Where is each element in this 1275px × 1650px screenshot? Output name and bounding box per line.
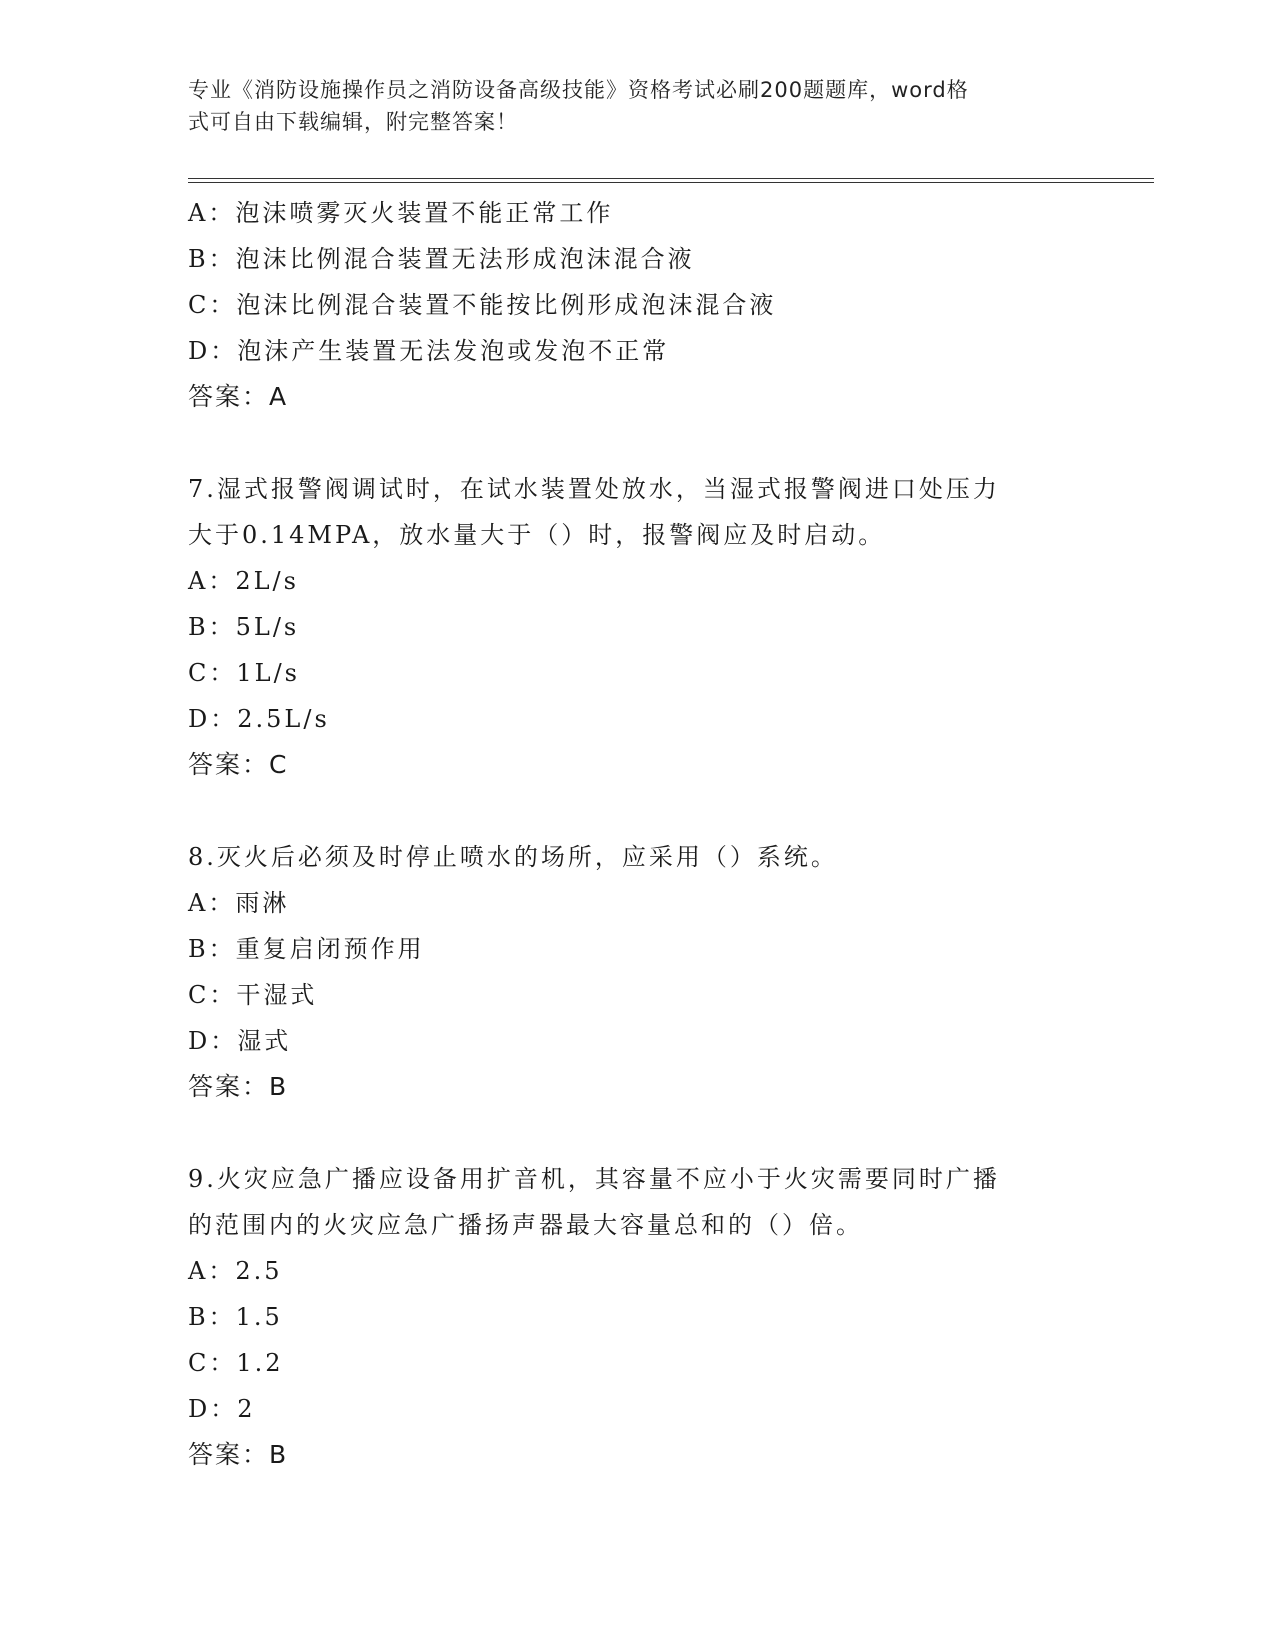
option-label: C： (188, 291, 237, 319)
option-d (188, 1386, 1088, 1432)
header-line-2: 式可自由下载编辑，附完整答案！ (188, 110, 518, 134)
option-a (188, 1248, 1088, 1294)
option-text: 5L/s (235, 613, 300, 641)
question-spacer (188, 1110, 1088, 1156)
question-7 (188, 466, 1088, 788)
option-label: A： (188, 199, 236, 227)
answer-line: 答案：A (188, 382, 289, 411)
answer-line: 答案：B (188, 1072, 289, 1101)
option-label: A： (188, 567, 236, 595)
option-b (188, 236, 1088, 282)
option-text: 湿式 (237, 1027, 292, 1055)
header-divider-top (188, 178, 1154, 179)
header-divider-bottom (188, 182, 1154, 183)
option-text: 1L/s (236, 659, 300, 687)
option-label: B： (188, 245, 236, 273)
option-c (188, 650, 1088, 696)
option-text: 2L/s (235, 567, 299, 595)
option-c (188, 1340, 1088, 1386)
option-text: 干湿式 (236, 981, 318, 1009)
question-spacer (188, 420, 1088, 466)
option-text: 2.5 (235, 1257, 283, 1285)
option-a (188, 880, 1088, 926)
option-label: C： (188, 659, 237, 687)
option-label: A： (188, 889, 236, 917)
header-line-1: 专业《消防设施操作员之消防设备高级技能》资格考试必刷200题题库，word格 (188, 78, 969, 102)
question-list (188, 190, 1088, 1478)
option-text: 泡沫喷雾灭火装置不能正常工作 (235, 199, 614, 227)
option-b (188, 926, 1088, 972)
option-text: 1.2 (236, 1349, 284, 1377)
question-6-continued (188, 190, 1088, 420)
option-text: 泡沫比例混合装置无法形成泡沫混合液 (235, 245, 695, 273)
question-stem-line-1: 8.灭火后必须及时停止喷水的场所，应采用（）系统。 (188, 843, 838, 871)
question-stem-line-2: 的范围内的火灾应急广播扬声器最大容量总和的（）倍。 (188, 1211, 863, 1239)
option-b (188, 604, 1088, 650)
option-label: D： (188, 1027, 238, 1055)
option-d (188, 1018, 1088, 1064)
option-label: A： (188, 1257, 236, 1285)
option-text: 泡沫比例混合装置不能按比例形成泡沫混合液 (236, 291, 777, 319)
option-d (188, 696, 1088, 742)
answer-line: 答案：B (188, 1440, 289, 1469)
option-text: 1.5 (235, 1303, 283, 1331)
question-stem-line-1: 9.火灾应急广播应设备用扩音机，其容量不应小于火灾需要同时广播 (188, 1165, 1000, 1193)
option-text: 2 (237, 1395, 256, 1423)
option-text: 雨淋 (235, 889, 290, 917)
question-8 (188, 834, 1088, 1110)
question-stem (188, 1156, 1068, 1248)
option-text: 重复启闭预作用 (235, 935, 425, 963)
option-label: B： (188, 935, 236, 963)
question-stem (188, 466, 1068, 558)
option-d (188, 328, 1088, 374)
document-header (188, 74, 1068, 138)
option-label: B： (188, 1303, 236, 1331)
option-a (188, 190, 1088, 236)
option-label: C： (188, 1349, 237, 1377)
answer-line: 答案：C (188, 750, 289, 779)
option-label: D： (188, 705, 238, 733)
option-a (188, 558, 1088, 604)
option-text: 泡沫产生装置无法发泡或发泡不正常 (237, 337, 670, 365)
option-b (188, 1294, 1088, 1340)
option-c (188, 972, 1088, 1018)
option-label: D： (188, 1395, 238, 1423)
option-label: C： (188, 981, 237, 1009)
question-stem-line-1: 7.湿式报警阀调试时，在试水装置处放水，当湿式报警阀进口处压力 (188, 475, 1000, 503)
option-c (188, 282, 1088, 328)
question-stem (188, 834, 1068, 880)
question-stem-line-2: 大于0.14MPA，放水量大于（）时，报警阀应及时启动。 (188, 521, 886, 549)
option-label: D： (188, 337, 238, 365)
question-spacer (188, 788, 1088, 834)
option-text: 2.5L/s (237, 705, 330, 733)
option-label: B： (188, 613, 236, 641)
question-9 (188, 1156, 1088, 1478)
